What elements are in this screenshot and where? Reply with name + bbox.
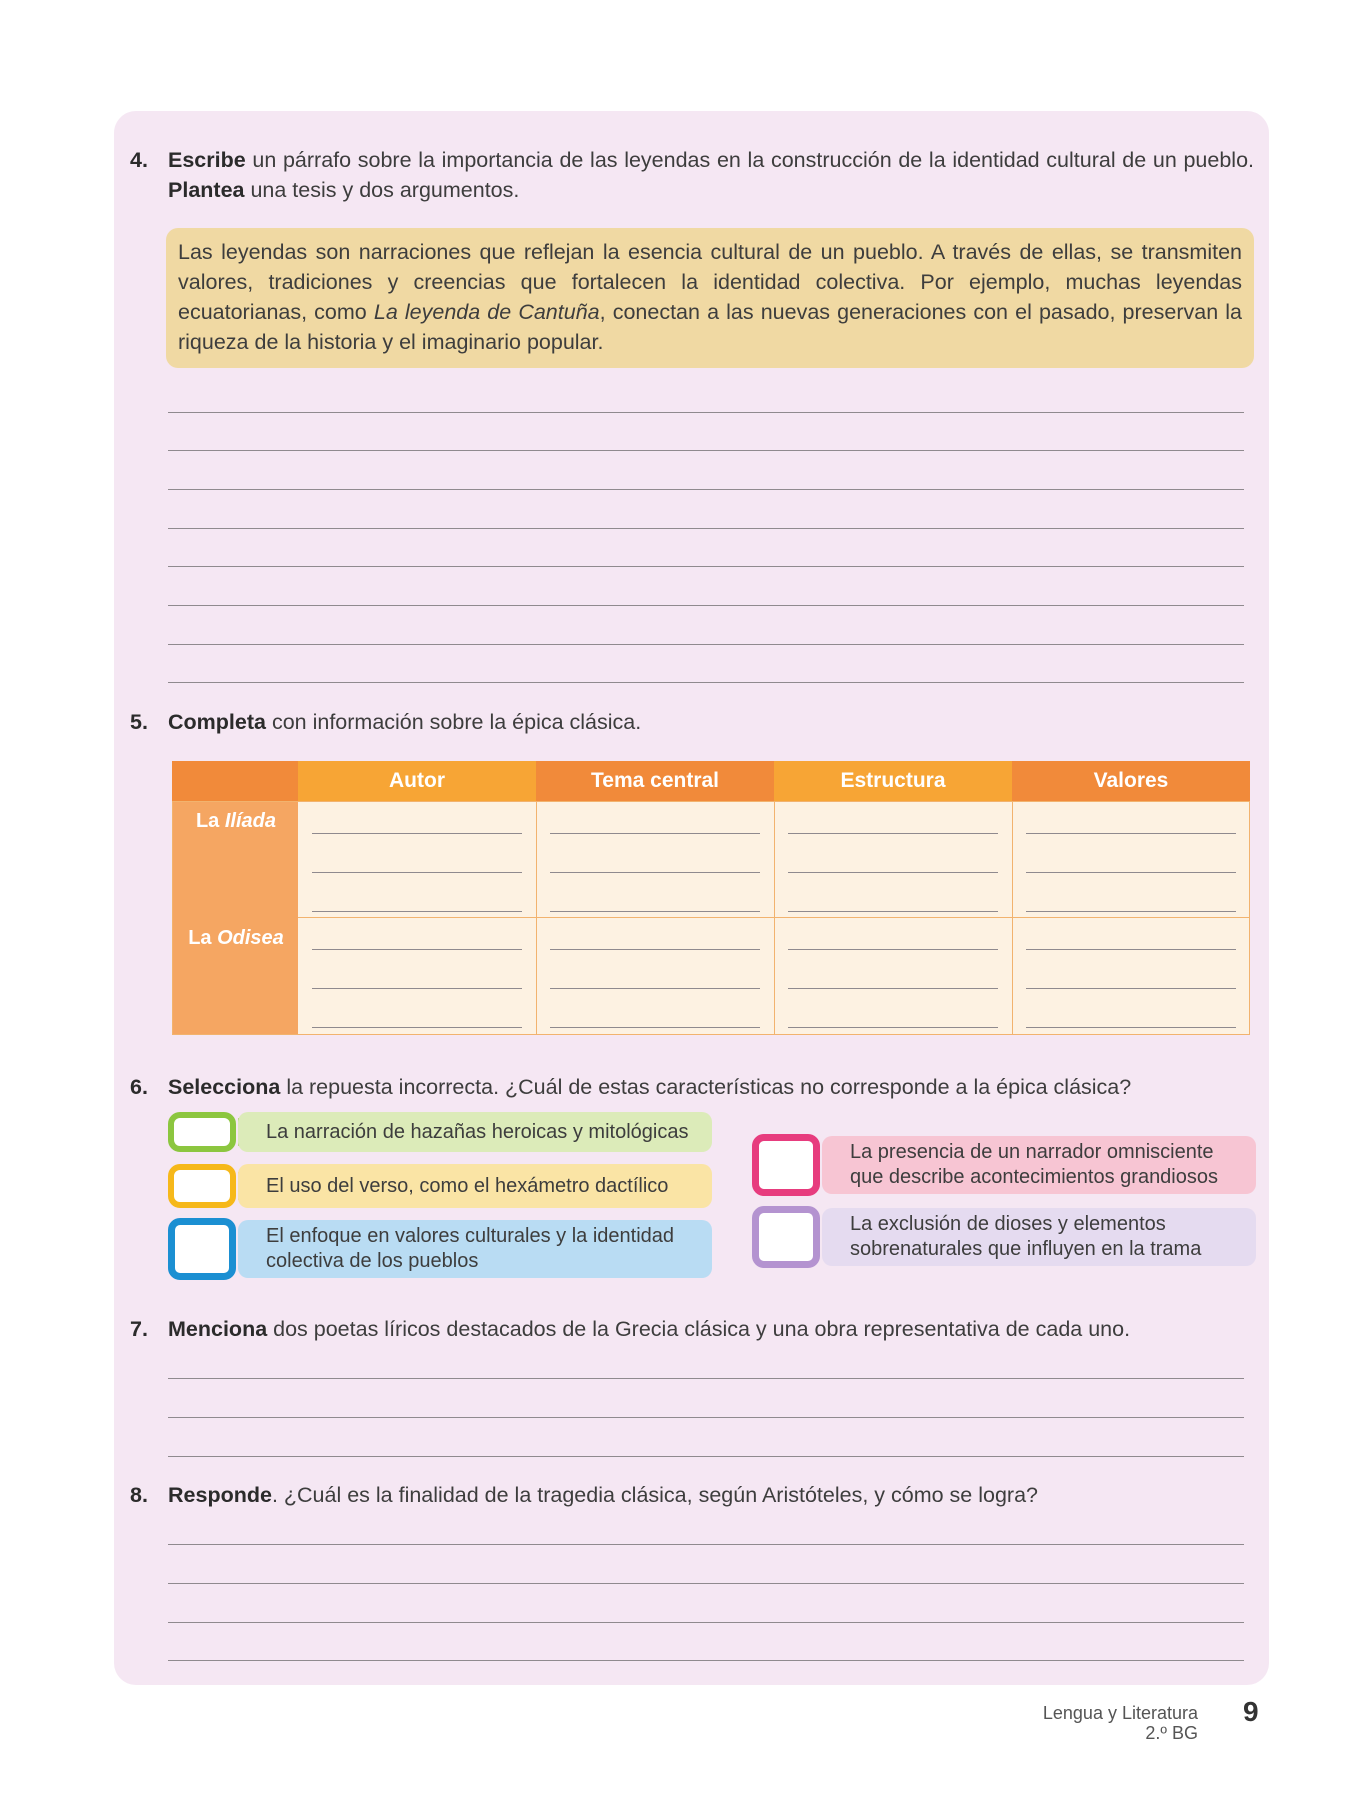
answer-line[interactable] [168, 566, 1244, 567]
answer-line[interactable] [168, 1378, 1244, 1379]
option-checkbox[interactable] [168, 1112, 236, 1152]
question-number: 6. [130, 1075, 148, 1099]
answer-line[interactable] [168, 644, 1244, 645]
cell-answer-line[interactable] [550, 1027, 760, 1028]
question-number: 5. [130, 710, 148, 734]
option-label: La presencia de un narrador omnisciente que describe acontecimientos grandiosos [822, 1136, 1256, 1194]
cell-answer-line[interactable] [1026, 872, 1236, 873]
question-number: 4. [130, 148, 148, 172]
cell-answer-line[interactable] [550, 911, 760, 912]
option-label: El uso del verso, como el hexámetro dactílico [238, 1164, 712, 1208]
question-text: Completa con información sobre la épica clásica. [168, 710, 642, 734]
question-5 [130, 707, 1254, 737]
cell-answer-line[interactable] [1026, 833, 1236, 834]
cell-answer-line[interactable] [1026, 988, 1236, 989]
cell-answer-line[interactable] [1026, 949, 1236, 950]
cell-answer-line[interactable] [550, 833, 760, 834]
option-label: El enfoque en valores culturales y la identidad colectiva de los pueblos [238, 1220, 712, 1278]
answer-line[interactable] [168, 1417, 1244, 1418]
cell-answer-line[interactable] [312, 1027, 522, 1028]
col-header-valores: Valores [1012, 761, 1250, 801]
answer-line[interactable] [168, 1544, 1244, 1545]
grade-label: 2.º BG [1145, 1723, 1198, 1743]
option-label: La exclusión de dioses y elementos sobrenaturales que influyen en la trama [822, 1208, 1256, 1266]
col-header-autor: Autor [298, 761, 536, 801]
cell-answer-line[interactable] [312, 988, 522, 989]
cell-answer-line[interactable] [312, 872, 522, 873]
cell-answer-line[interactable] [788, 911, 998, 912]
cell-answer-line[interactable] [788, 1027, 998, 1028]
answer-line[interactable] [168, 682, 1244, 683]
cell-answer-line[interactable] [550, 949, 760, 950]
answer-line[interactable] [168, 528, 1244, 529]
footer-subject [1043, 1703, 1198, 1743]
sample-answer-box: Las leyendas son narraciones que reflejan la esencia cultural de un pueblo. A través de ellas, se transmiten valores, tradiciones y creencias que fortalecen la identidad colectiva. Por ejemplo, muchas leyendas ecuatorianas, como La leyenda de Cantuña, conectan a las nuevas generaciones con el pasado, preservan la riqueza de la historia y el imaginario popular. [166, 228, 1254, 368]
answer-line[interactable] [168, 489, 1244, 490]
question-text: Menciona dos poetas líricos destacados de la Grecia clásica y una obra representativa de cada uno. [168, 1317, 1131, 1341]
question-4 [130, 145, 1254, 205]
question-number: 8. [130, 1483, 148, 1507]
option-label: La narración de hazañas heroicas y mitológicas [238, 1112, 712, 1152]
cell-answer-line[interactable] [1026, 911, 1236, 912]
cell-answer-line[interactable] [312, 911, 522, 912]
option-checkbox[interactable] [752, 1134, 820, 1196]
question-7 [130, 1314, 1254, 1344]
question-text: Selecciona la repuesta incorrecta. ¿Cuál de estas características no corresponde a la épica clásica? [168, 1075, 1132, 1099]
answer-line[interactable] [168, 1583, 1244, 1584]
cell-answer-line[interactable] [788, 872, 998, 873]
row-header-column [172, 801, 298, 1035]
cell-answer-line[interactable] [788, 949, 998, 950]
col-header-tema-central: Tema central [536, 761, 774, 801]
cell-answer-line[interactable] [550, 872, 760, 873]
option-checkbox[interactable] [752, 1206, 820, 1268]
epic-table [172, 761, 1250, 1035]
cell-answer-line[interactable] [550, 988, 760, 989]
table-corner [172, 761, 298, 801]
answer-line[interactable] [168, 1456, 1244, 1457]
question-6 [130, 1072, 1254, 1102]
cell-answer-line[interactable] [312, 833, 522, 834]
subject-name: Lengua y Literatura [1042, 1703, 1198, 1723]
answer-line[interactable] [168, 1660, 1244, 1661]
answer-line[interactable] [168, 412, 1244, 413]
row-header-odisea: La Odisea [188, 927, 284, 949]
page-number: 9 [1243, 1696, 1259, 1727]
cell-answer-line[interactable] [312, 949, 522, 950]
cell-answer-line[interactable] [788, 988, 998, 989]
option-checkbox[interactable] [168, 1218, 236, 1280]
question-8 [130, 1480, 1254, 1510]
question-number: 7. [130, 1317, 148, 1341]
cell-answer-line[interactable] [1026, 1027, 1236, 1028]
answer-line[interactable] [168, 1622, 1244, 1623]
question-text: Escribe un párrafo sobre la importancia de las leyendas en la construcción de la identidad cultural de un pueblo. Plantea una tesis y dos argumentos. [168, 148, 1254, 202]
answer-line[interactable] [168, 450, 1244, 451]
cell-answer-line[interactable] [788, 833, 998, 834]
question-text: Responde. ¿Cuál es la finalidad de la tragedia clásica, según Aristóteles, y cómo se logra? [168, 1483, 1038, 1507]
col-header-estructura: Estructura [774, 761, 1012, 801]
answer-line[interactable] [168, 605, 1244, 606]
row-header-iliada: La Ilíada [195, 810, 277, 832]
option-checkbox[interactable] [168, 1164, 236, 1208]
